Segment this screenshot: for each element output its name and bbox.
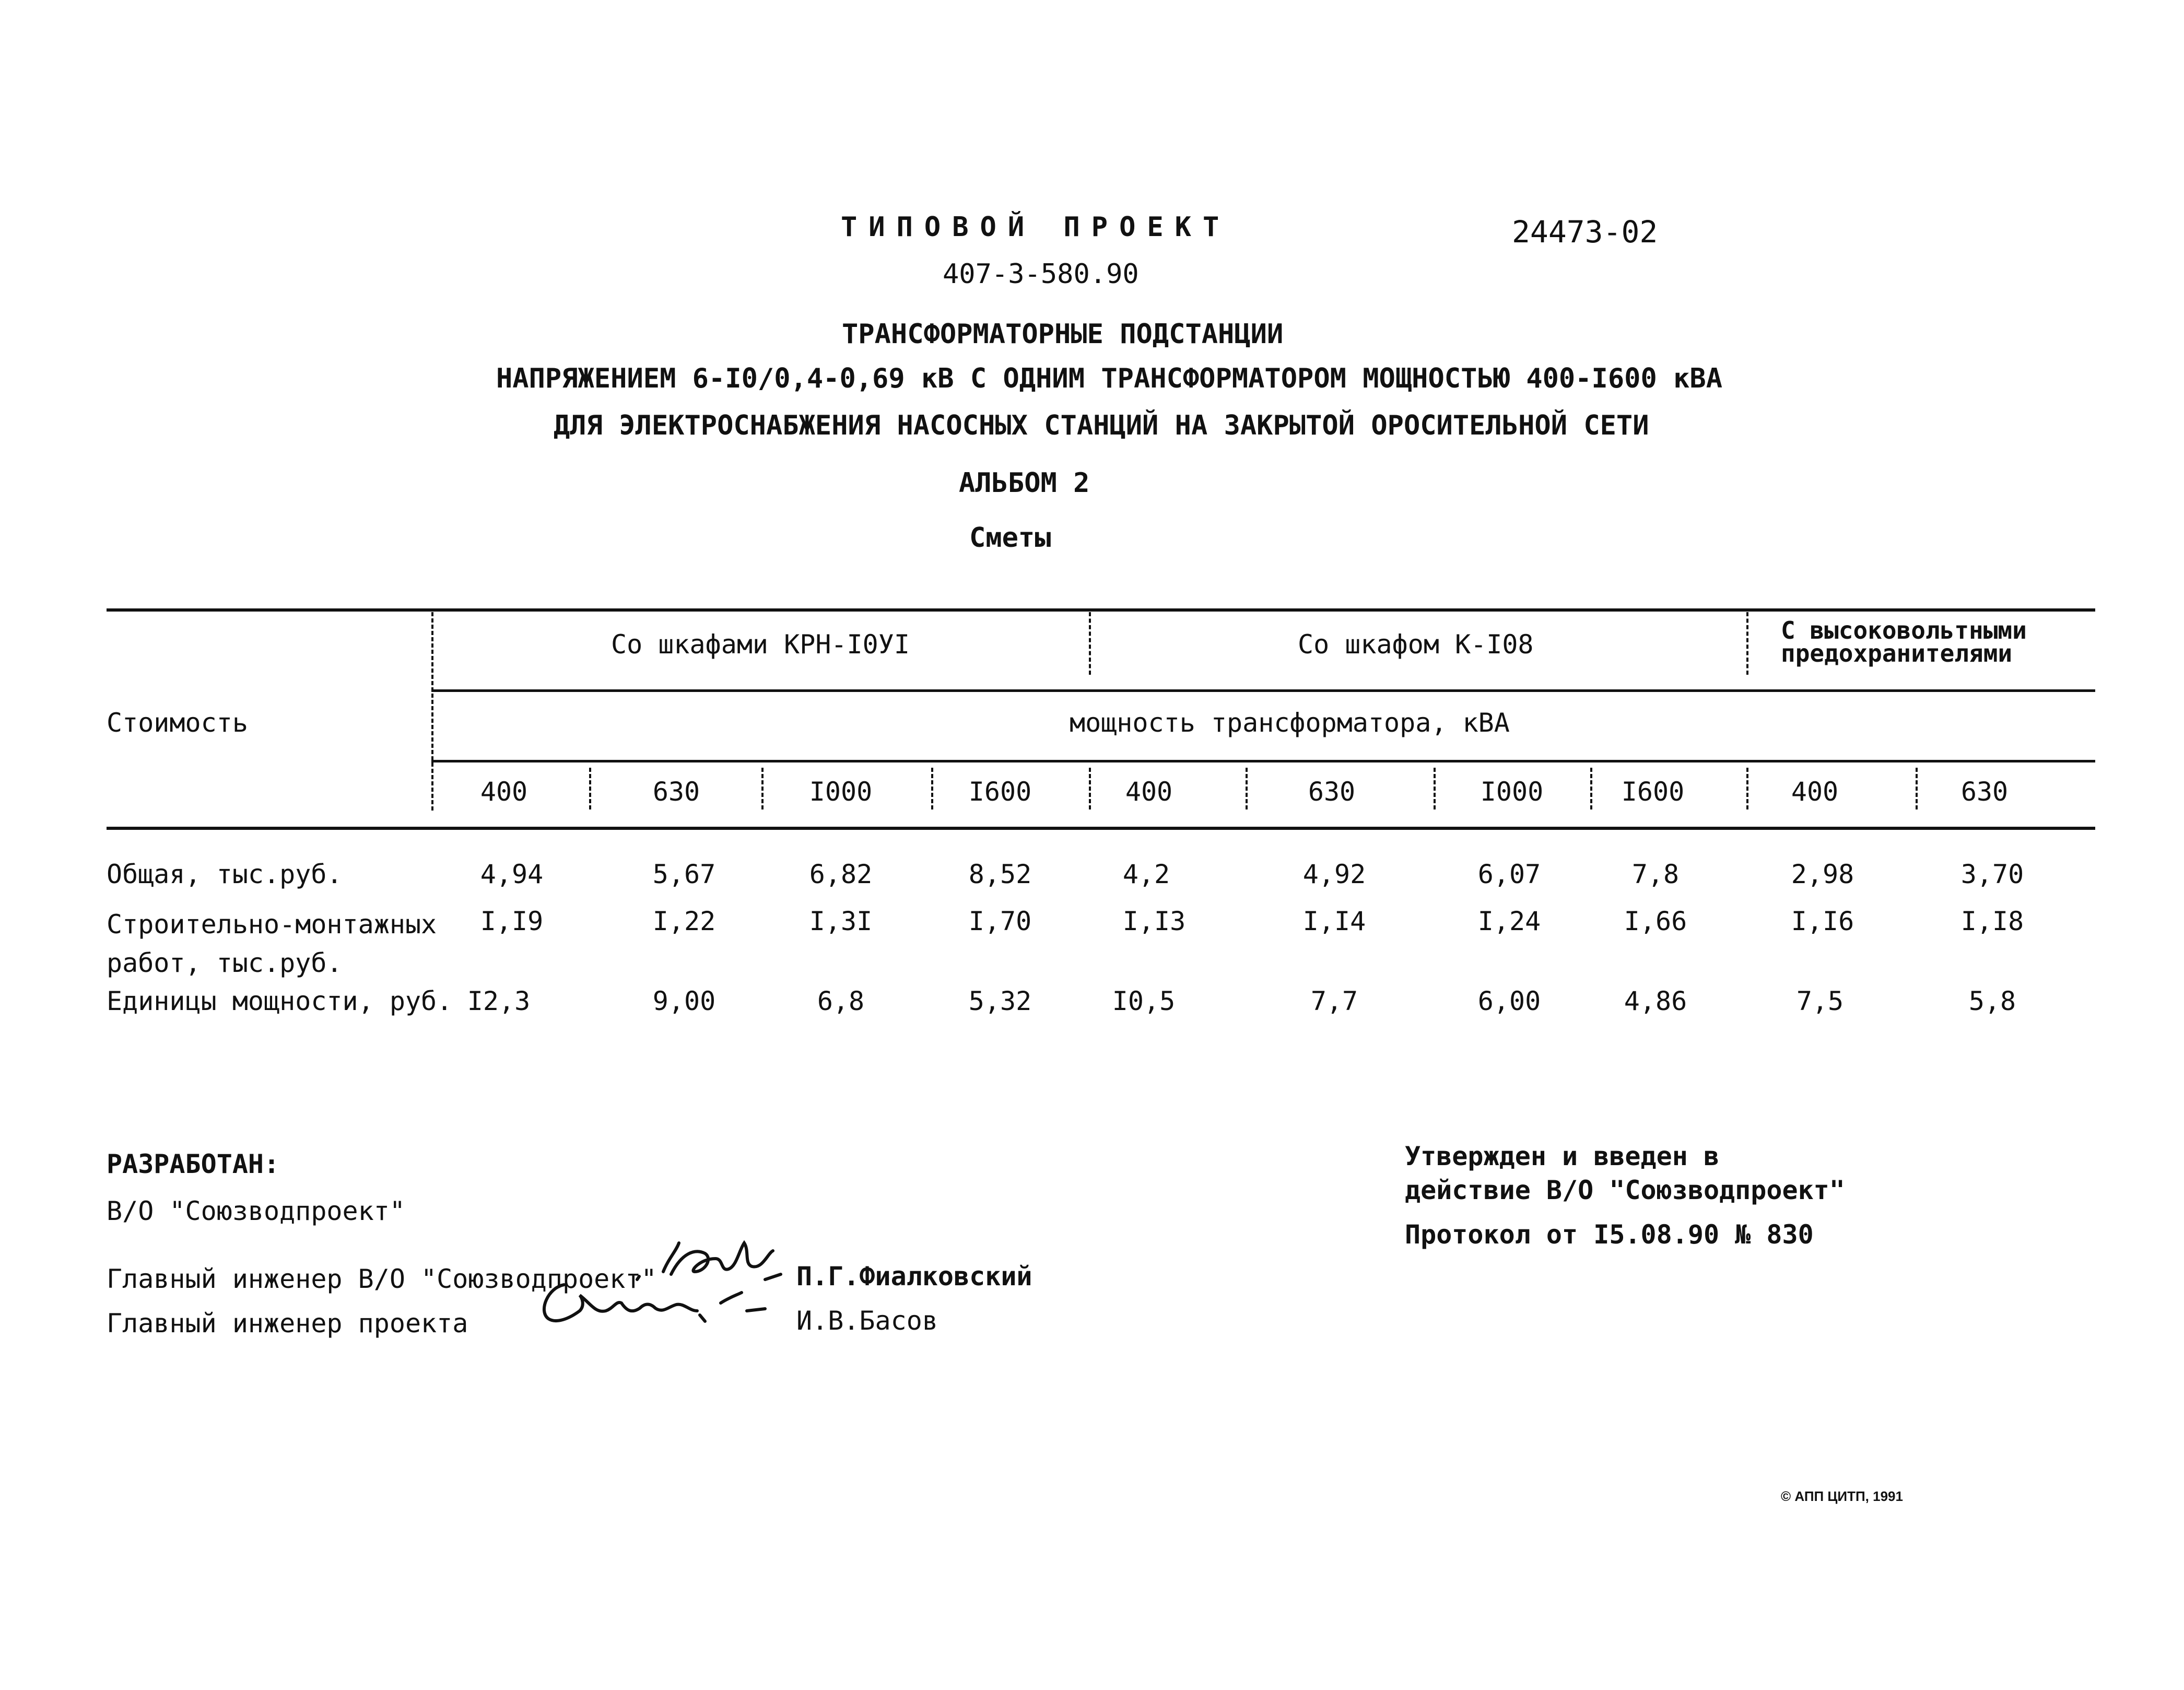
column-header: I000: [1480, 777, 1544, 807]
col-divider: [1746, 768, 1748, 809]
table-cell: 6,8: [817, 986, 865, 1016]
chief-engineer-name: П.Г.Фиалковский: [796, 1261, 1032, 1292]
col-divider: [1434, 768, 1436, 809]
protocol-line: Протокол от I5.08.90 № 830: [1405, 1219, 1814, 1250]
table-cell: 9,00: [652, 986, 716, 1016]
table-cell: 3,70: [1960, 859, 2024, 889]
table-cell: I,24: [1477, 906, 1541, 936]
chief-engineer-label: Главный инженер В/О "Союзводпроект": [107, 1264, 657, 1294]
col-divider: [589, 768, 591, 809]
section-subtitle: Сметы: [969, 522, 1051, 554]
power-subheader: мощность трансформатора, кВА: [1070, 708, 1510, 738]
table-cell: I,I3: [1122, 906, 1186, 936]
table-cell: 8,52: [968, 859, 1032, 889]
table-cell: 5,32: [968, 986, 1032, 1016]
table-cell: 4,94: [480, 859, 544, 889]
col-divider: [761, 768, 764, 809]
table-cell: I,22: [652, 906, 716, 936]
table-cell: 4,2: [1122, 859, 1170, 889]
group-divider-2: [1746, 612, 1748, 675]
group-header-hv-fuses: С высоковольтными предохранителями: [1781, 616, 2027, 667]
table-cell: 6,07: [1477, 859, 1541, 889]
col-divider: [1590, 768, 1592, 809]
row-label-unit-power: Единицы мощности, руб.: [107, 986, 453, 1016]
table-top-rule: [107, 608, 2095, 612]
column-header: I000: [809, 777, 873, 807]
column-header: I600: [968, 777, 1032, 807]
table-cell: 2,98: [1791, 859, 1854, 889]
approved-line-1: Утвержден и введен в: [1405, 1141, 1720, 1171]
column-header: 400: [480, 777, 528, 807]
table-cell: I0,5: [1112, 986, 1176, 1016]
group-header-krn: Со шкафами КРН-I0УI: [611, 629, 910, 660]
row-label-construction: Строительно-монтажных работ, тыс.руб.: [107, 909, 437, 978]
copyright-mark: © АПП ЦИТП, 1991: [1781, 1488, 1903, 1504]
table-cell: 4,86: [1624, 986, 1687, 1016]
table-cell: I2,3: [467, 986, 531, 1016]
approved-line-2: действие В/О "Союзводпроект": [1405, 1175, 1845, 1205]
doc-type-title: ТИПОВОЙ ПРОЕКТ: [841, 212, 1231, 243]
subheader-divider-rule: [431, 760, 2095, 762]
column-header: I600: [1621, 777, 1685, 807]
developer-org: В/О "Союзводпроект": [107, 1196, 405, 1226]
table-cell: I,I9: [480, 906, 544, 936]
group-divider-1: [1089, 612, 1091, 675]
table-cell: 7,8: [1631, 859, 1680, 889]
table-cell: I,I6: [1791, 906, 1854, 936]
column-header: 400: [1791, 777, 1839, 807]
developed-label: РАЗРАБОТАН:: [107, 1149, 280, 1179]
table-cell: 4,92: [1302, 859, 1366, 889]
table-cell: I,I4: [1302, 906, 1366, 936]
title-line-3: ДЛЯ ЭЛЕКТРОСНАБЖЕНИЯ НАСОСНЫХ СТАНЦИЙ НА ЗАКРЫТОЙ ОРОСИТЕЛЬНОЙ СЕТИ: [554, 410, 1649, 441]
table-cell: 6,00: [1477, 986, 1541, 1016]
column-header: 630: [652, 777, 700, 807]
title-line-2: НАПРЯЖЕНИЕМ 6-I0/0,4-0,69 кВ С ОДНИМ ТРАНСФОРМАТОРОМ МОЩНОСТЬЮ 400-I600 кВА: [496, 363, 1722, 394]
table-cell: I,3I: [809, 906, 873, 936]
column-header: 400: [1125, 777, 1173, 807]
table-cell: I,I8: [1960, 906, 2024, 936]
col-divider: [1916, 768, 1918, 809]
column-header: 630: [1308, 777, 1356, 807]
project-engineer-signature: [527, 1274, 773, 1332]
table-cell: 7,5: [1796, 986, 1844, 1016]
row-header-divider: [431, 612, 433, 811]
table-cell: 7,7: [1310, 986, 1358, 1016]
header-bottom-rule: [107, 827, 2095, 830]
album-label: АЛЬБОМ 2: [959, 467, 1090, 499]
table-cell: I,66: [1624, 906, 1687, 936]
table-cell: 5,67: [652, 859, 716, 889]
project-engineer-name: И.В.Басов: [796, 1306, 938, 1336]
col-divider: [1246, 768, 1248, 809]
group-header-k108: Со шкафом К-I08: [1298, 629, 1534, 660]
title-line-1: ТРАНСФОРМАТОРНЫЕ ПОДСТАНЦИИ: [842, 319, 1284, 350]
col-divider: [1089, 768, 1091, 809]
doc-number: 24473-02: [1512, 214, 1658, 250]
group-divider-rule: [431, 689, 2095, 692]
row-label-total: Общая, тыс.руб.: [107, 859, 343, 889]
table-cell: 6,82: [809, 859, 873, 889]
column-header: 630: [1960, 777, 2009, 807]
table-cell: 5,8: [1968, 986, 2016, 1016]
project-engineer-label: Главный инженер проекта: [107, 1308, 468, 1339]
project-code: 407-3-580.90: [943, 259, 1139, 290]
col-divider: [931, 768, 933, 809]
table-cell: I,70: [968, 906, 1032, 936]
row-header-label: Стоимость: [107, 708, 248, 738]
